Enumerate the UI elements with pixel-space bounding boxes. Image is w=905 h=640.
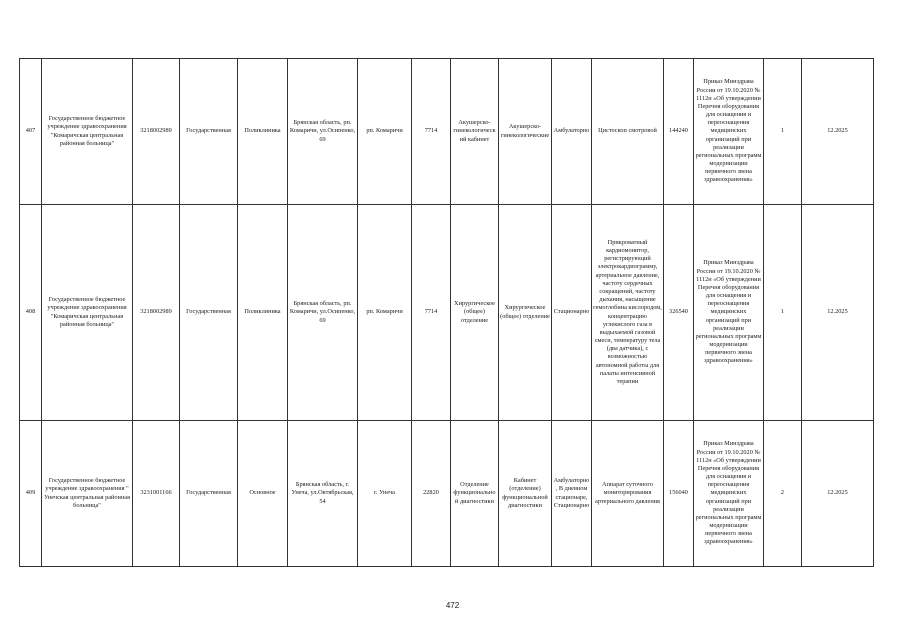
delivery-date: 12.2025 bbox=[802, 59, 874, 205]
locality: г. Унеча bbox=[358, 421, 412, 567]
order-reference: Приказ Минздрава России от 19.10.2020 № 1112н «Об утверждении Перечня оборудования для оснащения и переоснащения медицинских организаций при реализации региональных программ модернизации первичного звена здравоохранения» bbox=[694, 421, 764, 567]
equipment-cell bbox=[592, 205, 664, 421]
organization-name: Государственное бюджетное учреждение здравоохранения "Комаричская центральная районная больница" bbox=[42, 59, 133, 205]
organization-name: Государственное бюджетное учреждение здравоохранения " Унечская центральная районная больница" bbox=[42, 421, 133, 567]
delivery-date: 12.2025 bbox=[802, 205, 874, 421]
locality: рп. Комаричи bbox=[358, 205, 412, 421]
equipment-code: 156040 bbox=[664, 421, 694, 567]
locality: рп. Комаричи bbox=[358, 59, 412, 205]
ownership-form: Государственная bbox=[180, 421, 238, 567]
code: 7714 bbox=[412, 205, 451, 421]
delivery-date: 12.2025 bbox=[802, 421, 874, 567]
ownership-form: Государственная bbox=[180, 59, 238, 205]
order-reference: Приказ Минздрава России от 19.10.2020 № 1112н «Об утверждении Перечня оборудования для оснащения и переоснащения медицинских организаций при реализации региональных программ модернизации первичного звена здравоохранения» bbox=[694, 59, 764, 205]
code: 7714 bbox=[412, 59, 451, 205]
equipment-name: Цистоскоп смотровой bbox=[592, 59, 664, 205]
table-row bbox=[20, 59, 874, 205]
quantity: 1 bbox=[764, 205, 802, 421]
equipment-table bbox=[19, 58, 874, 567]
equipment-code: 144240 bbox=[664, 59, 694, 205]
department: Хирургическое (общее) отделение bbox=[451, 205, 499, 421]
equipment-name: Прикроватный кардиомонитор, регистрирующий электрокардиограмму, артериальное давление, частоту сердечных сокращений, частоту дыхания, насыщение гемоглобина кислородом, концентрацию углекислого газа в выдыхаемой газовой смеси, температуру тела (два датчика), с возможностью автономной работы для палаты интенсивной терапии bbox=[593, 238, 662, 385]
care-condition: Стационарно bbox=[552, 205, 592, 421]
address: Брянская область, рп. Комаричи, ул.Осипенко, 69 bbox=[288, 59, 358, 205]
equipment-code: 326540 bbox=[664, 205, 694, 421]
organization-name: Государственное бюджетное учреждение здравоохранения "Комаричская центральная районная больница" bbox=[42, 205, 133, 421]
ownership-form: Государственная bbox=[180, 205, 238, 421]
department: Отделение функциональной диагностики bbox=[451, 421, 499, 567]
address: Брянская область, г. Унеча, ул.Октябрьская, 54 bbox=[288, 421, 358, 567]
code: 22820 bbox=[412, 421, 451, 567]
table-row bbox=[20, 421, 874, 567]
inn-value: 3231001166 bbox=[133, 421, 180, 567]
care-condition: Амбулаторно bbox=[552, 59, 592, 205]
care-condition: Амбулаторно, В дневном стационаре, Стационарно bbox=[552, 421, 592, 567]
table-row bbox=[20, 205, 874, 421]
order-reference: Приказ Минздрава России от 19.10.2020 № 1112н «Об утверждении Перечня оборудования для оснащения и переоснащения медицинских организаций при реализации региональных программ модернизации первичного звена здравоохранения» bbox=[694, 205, 764, 421]
department: Акушерско-гинекологический кабинет bbox=[451, 59, 499, 205]
equipment-name: Аппарат суточного мониторирования артериального давления bbox=[592, 421, 664, 567]
page-number: 472 bbox=[445, 601, 460, 610]
row-number: 409 bbox=[20, 421, 42, 567]
inn-value: 3218002989 bbox=[133, 59, 180, 205]
unit-type: Поликлиника bbox=[238, 205, 288, 421]
profile: Хирургическое (общее) отделение bbox=[499, 205, 552, 421]
row-number: 407 bbox=[20, 59, 42, 205]
quantity: 1 bbox=[764, 59, 802, 205]
address: Брянская область, рп. Комаричи, ул.Осипенко, 69 bbox=[288, 205, 358, 421]
unit-type: Основное bbox=[238, 421, 288, 567]
inn-value: 3218002989 bbox=[133, 205, 180, 421]
profile: Акушерско-гинекологические bbox=[499, 59, 552, 205]
unit-type: Поликлиника bbox=[238, 59, 288, 205]
profile: Кабинет (отделение) функциональной диагностики bbox=[499, 421, 552, 567]
quantity: 2 bbox=[764, 421, 802, 567]
row-number: 408 bbox=[20, 205, 42, 421]
